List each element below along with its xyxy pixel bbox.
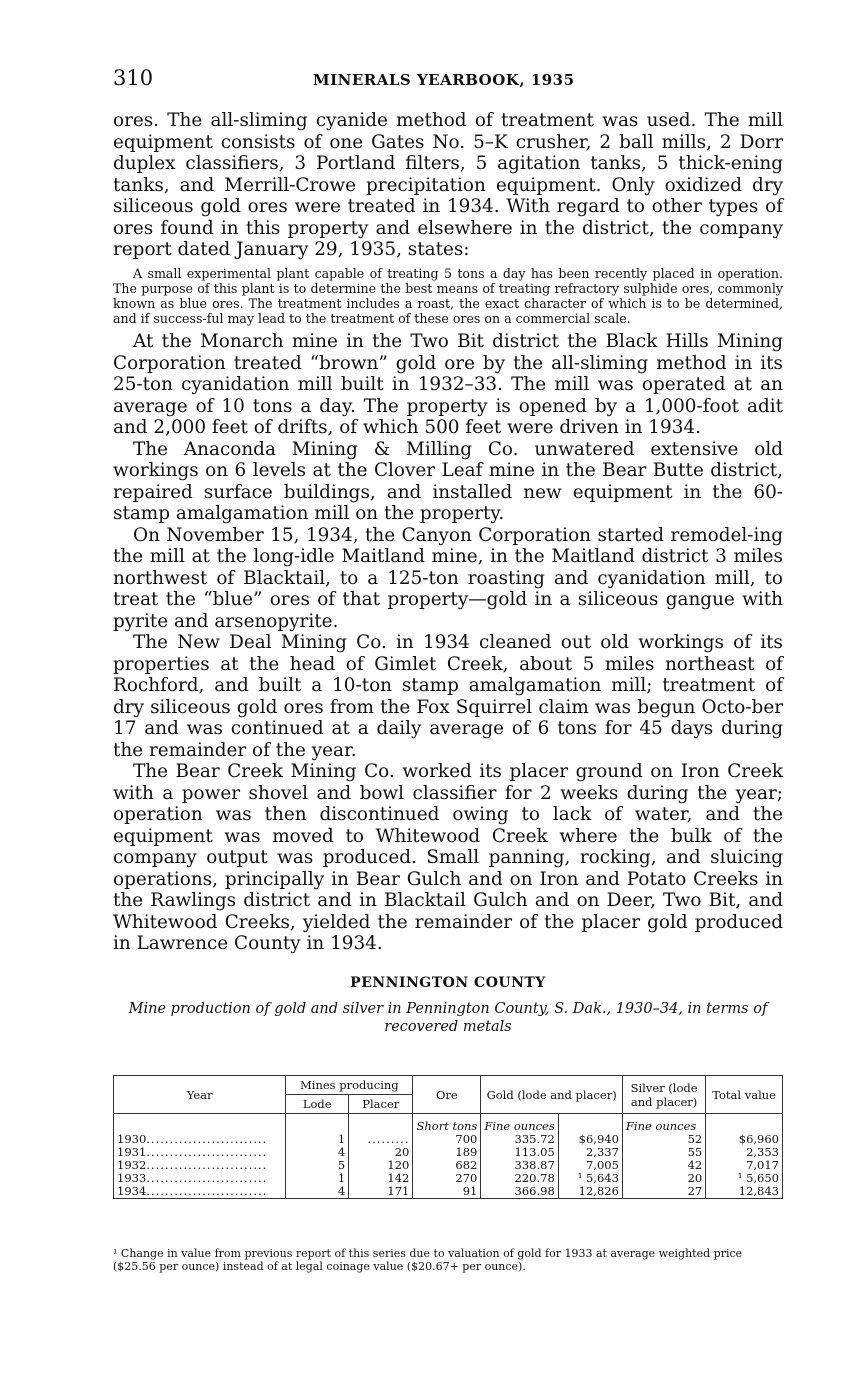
row-total: ¹ 5,650 [706, 1172, 783, 1185]
header-lode: Lode [286, 1095, 349, 1114]
row-placer: 120 [349, 1159, 413, 1172]
table-caption: Mine production of gold and silver in Pennington County, S. Dak., 1930–34, in terms of recovered metals [128, 1001, 768, 1035]
row-gold-value: 2,337 [558, 1146, 622, 1159]
header-total-value: Total value [706, 1076, 783, 1114]
row-year: 1931 [117, 1145, 147, 1159]
row-total: $6,960 [706, 1133, 783, 1146]
section-heading: PENNINGTON COUNTY [350, 975, 546, 991]
header-mines-producing: Mines producing [286, 1076, 413, 1095]
row-total: 7,017 [706, 1159, 783, 1172]
row-total: 2,353 [706, 1146, 783, 1159]
row-year: 1934 [117, 1184, 147, 1198]
block-quote: A small experimental plant capable of treating 5 tons a day has been recently placed in operation. The purpose of this plant is to determine the best means of treating refractory sulphide ores, commonly known as blue ores. The treatment includes a roast, the exact character of which is to be determined, and if success-ful may lead to the treatment of these ores on a commercial scale. [113, 265, 783, 327]
row-placer: 171 [349, 1185, 413, 1199]
paragraph: On November 15, 1934, the Canyon Corporation started remodel-ing the mill at the long-idle Maitland mine, in the Maitland district 3 miles northwest of Blacktail, to a 125-ton roasting and cyanidation mill, to treat the “blue” ores of that property—gold in a siliceous gangue with pyrite and arsenopyrite. [113, 524, 783, 632]
paragraph: The Anaconda Mining & Milling Co. unwatered extensive old workings on 6 levels at the Clover Leaf mine in the Bear Butte district, repaired surface buildings, and installed new equipment in the 60-stamp amalgamation mill on the property. [113, 438, 783, 525]
header-year: Year [114, 1076, 286, 1114]
row-gold-value: 7,005 [558, 1159, 622, 1172]
row-year: 1932 [117, 1158, 147, 1172]
row-silver: 42 [622, 1159, 705, 1172]
row-ore: 682 [413, 1159, 481, 1172]
footnote: ¹ Change in value from previous report of this series due to valuation of gold for 1933 at average weighted price ($25.56 per ounce) instead of at legal coinage value ($20.67+ per ounce). [113, 1247, 743, 1273]
unit-row [114, 1114, 783, 1134]
row-gold-oz: 366.98 [481, 1185, 558, 1199]
row-total: 12,843 [706, 1185, 783, 1199]
row-ore: 189 [413, 1146, 481, 1159]
running-title: MINERALS YEARBOOK, 1935 [313, 71, 575, 89]
paragraph: The Bear Creek Mining Co. worked its placer ground on Iron Creek with a power shovel and bowl classifier for 2 weeks during the year; operation was then discontinued owing to lack of water, and the equipment was moved to Whitewood Creek where the bulk of the company output was produced. Small panning, rocking, and sluicing operations, principally in Bear Gulch and on Iron and Potato Creeks in the Rawlings district and in Blacktail Gulch and on Deer, Two Bit, and Whitewood Creeks, yielded the remainder of the placer gold produced in Lawrence County in 1934. [113, 761, 783, 955]
row-gold-value: 12,826 [558, 1185, 622, 1199]
row-gold-oz: 113.05 [481, 1146, 558, 1159]
header-gold: Gold (lode and placer) [481, 1076, 623, 1114]
row-year: 1933 [117, 1171, 147, 1185]
row-gold-oz: 220.78 [481, 1172, 558, 1185]
row-lode: 5 [286, 1159, 349, 1172]
row-lode: 1 [286, 1133, 349, 1146]
row-silver: 52 [622, 1133, 705, 1146]
paragraph: The New Deal Mining Co. in 1934 cleaned out old workings of its properties at the head of Gimlet Creek, about 5 miles northeast of Rochford, and built a 10-ton stamp amalgamation mill; treatment of dry siliceous gold ores from the Fox Squirrel claim was begun Octo-ber 17 and was continued at a daily average of 6 tons for 45 days during the remainder of the year. [113, 632, 783, 761]
header-ore: Ore [413, 1076, 481, 1114]
row-placer: 142 [349, 1172, 413, 1185]
page-number: 310 [113, 66, 154, 90]
table-row: 1931.......................... 4 20 189 113.05 2,337 55 2,353 [114, 1146, 783, 1159]
row-lode: 1 [286, 1172, 349, 1185]
header-placer: Placer [349, 1095, 413, 1114]
paragraph: At the Monarch mine in the Two Bit district the Black Hills Mining Corporation treated “brown” gold ore by the all-sliming method in its 25-ton cyanidation mill built in 1932–33. The mill was operated at an average of 10 tons a day. The property is opened by a 1,000-foot adit and 2,000 feet of drifts, of which 500 feet were driven in 1934. [113, 331, 783, 439]
table-row: 1934.......................... 4 171 91 366.98 12,826 27 12,843 [114, 1185, 783, 1199]
row-ore: 700 [413, 1133, 481, 1146]
row-ore: 91 [413, 1185, 481, 1199]
production-table [113, 1075, 783, 1199]
row-lode: 4 [286, 1146, 349, 1159]
row-year: 1930 [117, 1132, 147, 1146]
table-row: 1930.......................... 1 ......... 700 335.72 $6,940 52 $6,960 [114, 1133, 783, 1146]
row-gold-value: $6,940 [558, 1133, 622, 1146]
page-header [113, 66, 783, 94]
row-gold-oz: 338.87 [481, 1159, 558, 1172]
table-row: 1932.......................... 5 120 682 338.87 7,005 42 7,017 [114, 1159, 783, 1172]
row-silver: 20 [622, 1172, 705, 1185]
unit-gold-quantity: Fine ounces [481, 1114, 558, 1134]
unit-silver: Fine ounces [622, 1114, 705, 1134]
row-placer: 20 [349, 1146, 413, 1159]
unit-ore: Short tons [413, 1114, 481, 1134]
row-gold-oz: 335.72 [481, 1133, 558, 1146]
header-silver: Silver (lode and placer) [622, 1076, 705, 1114]
body-text [113, 110, 783, 955]
paragraph: ores. The all-sliming cyanide method of treatment was used. The mill equipment consists of one Gates No. 5–K crusher, 2 ball mills, 2 Dorr duplex classifiers, 3 Portland filters, 5 agitation tanks, 5 thick-ening tanks, and Merrill-Crowe precipitation equipment. Only oxidized dry siliceous gold ores were treated in 1934. With regard to other types of ores found in this property and elsewhere in the district, the company report dated January 29, 1935, states: [113, 110, 783, 260]
row-gold-value: ¹ 5,643 [558, 1172, 622, 1185]
row-lode: 4 [286, 1185, 349, 1199]
row-silver: 55 [622, 1146, 705, 1159]
row-silver: 27 [622, 1185, 705, 1199]
row-ore: 270 [413, 1172, 481, 1185]
table-row: 1933.......................... 1 142 270 220.78 ¹ 5,643 20 ¹ 5,650 [114, 1172, 783, 1185]
